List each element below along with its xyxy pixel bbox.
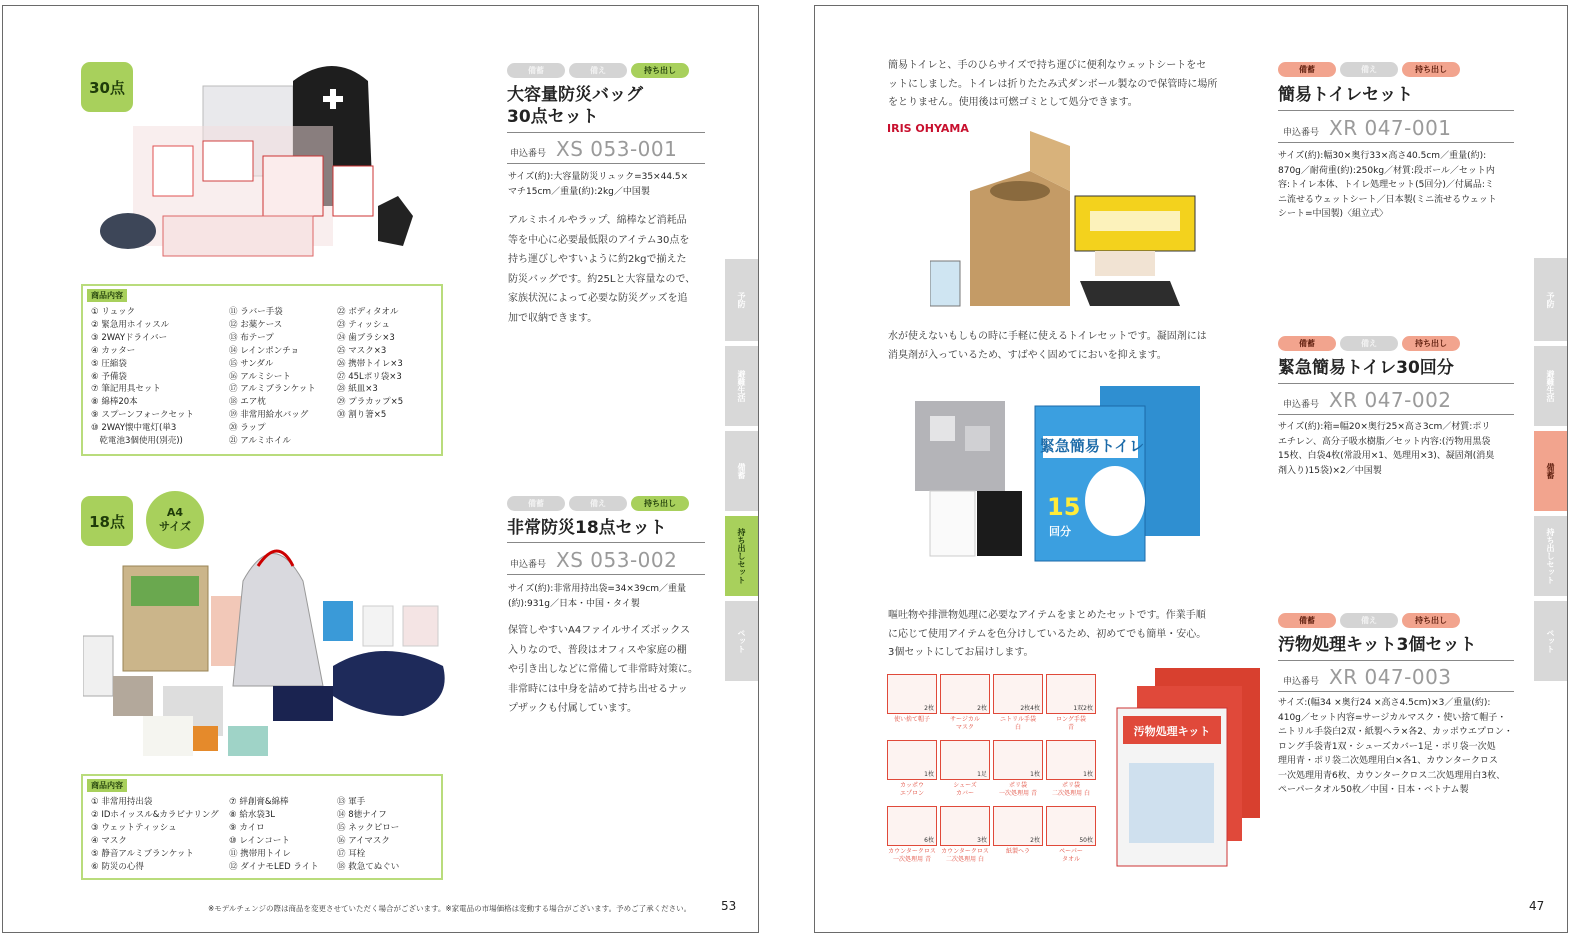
product-spec: サイズ(約):大容量防災リュック=35×44.5× マチ15cm／重量(約):2kg／中国製	[508, 172, 689, 197]
tag-carry: 持ち出し	[631, 496, 689, 511]
order-code-row: 申込番号 XR 047-001	[1283, 116, 1452, 140]
kit-item	[887, 806, 937, 869]
side-tab-stock[interactable]: 備蓄	[725, 431, 758, 511]
kit-item-label: ロング手袋 青	[1056, 716, 1086, 731]
product-spec: サイズ:(幅34 ×奥行24 ×高さ4.5cm)×3／重量(約): 410g／セット内容=サージカルマスク・使い捨て帽子・ ニトリル手袋白2双・紙製ヘラ×各2、カッポウエプロン・ ロング手袋青1双・シューズカバー1足・ポリ袋一次処 理用青・ポリ袋二次処理用白×各1、カウンタークロス 一次処理用青6枚、カウンタークロス二次処理用白3枚、 ペーパータオル50枚／中国・日本・ベトナム製	[1278, 698, 1513, 795]
order-code: XS 053-002	[556, 548, 678, 572]
code-rule	[507, 574, 705, 575]
order-code-row: 申込番号 XR 047-003	[1283, 665, 1452, 689]
kit-item-label: サージカル マスク	[950, 716, 980, 731]
contents-box: 商品内容 ① 非常用持出袋 ② IDホイッスル&カラビナリング ③ ウェットティッシュ ④ マスク ⑤ 静音アルミブランケット ⑥ 防災の心得 ⑦ 絆創膏&綿棒 ⑧ 給水袋3L ⑨ カイロ ⑩ レインコート ⑪ 携帯用トイレ ⑫ ダイナモLED ライト ⑬ 軍手 ⑭ 8徳ナイフ ⑮ ネックピロー ⑯ アイマスク ⑰ 耳栓 ⑱ 救急てぬぐい	[81, 774, 443, 880]
kit-item	[887, 674, 937, 737]
tag-stock: 備蓄	[507, 63, 565, 78]
order-code-row: 申込番号 XS 053-002	[510, 548, 678, 572]
kit-item	[993, 674, 1043, 737]
kit-item-count: 2枚	[977, 705, 987, 712]
kit-item-count: 1枚	[1083, 771, 1093, 778]
product-description: アルミホイルやラップ、綿棒など消耗品 等を中心に必要最低限のアイテム30点を 持ち運びしやすいように約2kgで揃えた 防災バッグです。約25Lと大容量なので、 家族状況によって必要な防災グッズを追 加で収納できます。	[508, 215, 696, 324]
tag-carry: 持ち出し	[1402, 336, 1460, 351]
product-spec: サイズ(約):幅30×奥行33×高さ40.5cm／重量(約): 870g／耐荷重(約):250kg／材質:段ボール／セット内 容:トイレ本体、トイレ処理セット(5回分)／付属品:ミ ニ流せるウェットシート／日本製(ミニ流せるウェット シート=中国製)〈組立式〉	[1278, 151, 1497, 219]
product-image-waste-kit	[1115, 668, 1265, 868]
brand-logo: IRIS OHYAMA	[887, 122, 969, 135]
tag-prepare: 備え	[1340, 613, 1398, 628]
product-spec: サイズ(約):箱=幅20×奥行25×高さ3cm／材質:ポリ エチレン、高分子吸水樹脂／セット内容:(汚物用黒袋 15枚、白袋4枚(常設用×1、処理用×3)、凝固剤(消臭 剤入り)15袋)×2／中国製	[1278, 422, 1495, 476]
kit-item-picture	[940, 806, 990, 846]
tag-prepare: 備え	[1340, 62, 1398, 77]
kit-item-label: ペーパー タオル	[1059, 848, 1083, 863]
kit-item-count: 2枚4枚	[1020, 705, 1040, 712]
contents-column: ⑦ 絆創膏&綿棒 ⑧ 給水袋3L ⑨ カイロ ⑩ レインコート ⑪ 携帯用トイレ ⑫ ダイナモLED ライト	[229, 797, 319, 872]
contents-column: ㉒ ボディタオル ㉓ ティッシュ ㉔ 歯ブラシ×3 ㉕ マスク×3 ㉖ 携帯トイレ×3 ㉗ 45Lポリ袋×3 ㉘ 紙皿×3 ㉙ プラカップ×5 ㉚ 割り箸×5	[337, 307, 404, 421]
category-tags	[1278, 336, 1460, 351]
kit-item-label: ニトリル手袋 白	[999, 716, 1036, 731]
order-code: XR 047-002	[1329, 388, 1452, 412]
product-image-simple-toilet	[930, 131, 1220, 316]
catalog-page-left	[2, 5, 759, 933]
kit-package-title: 汚物処理キット	[1133, 725, 1211, 738]
product-intro: 簡易トイレと、手のひらサイズで持ち運びに便利なウェットシートをセ ットにしました。トイレは折りたたみ式ダンボール製なので保管時に場所 をとりません。使用後は可燃ゴミとして処分できます。	[888, 60, 1218, 108]
kit-item-picture	[887, 806, 937, 846]
category-tags	[1278, 613, 1460, 628]
category-tags	[507, 63, 689, 78]
category-tags	[1278, 62, 1460, 77]
page-number: 47	[1529, 899, 1545, 913]
product-image-emergency-toilet	[915, 381, 1215, 566]
tag-stock: 備蓄	[1278, 613, 1336, 628]
contents-column: ① 非常用持出袋 ② IDホイッスル&カラビナリング ③ ウェットティッシュ ④ マスク ⑤ 静音アルミブランケット ⑥ 防災の心得	[91, 797, 219, 872]
kit-item-label: カッポウ エプロン	[899, 782, 924, 797]
code-rule	[1278, 142, 1514, 143]
order-code: XS 053-001	[556, 137, 678, 161]
tag-stock: 備蓄	[1278, 336, 1336, 351]
title-rule	[507, 542, 705, 543]
kit-items-grid	[887, 674, 1099, 872]
product-title: 非常防災18点セット	[507, 518, 667, 538]
tag-stock: 備蓄	[1278, 62, 1336, 77]
order-code: XR 047-003	[1329, 665, 1452, 689]
kit-item-picture	[887, 740, 937, 780]
product-image-18pc-set	[83, 536, 463, 766]
product-image-30pc-bag	[93, 56, 433, 276]
side-tab-prevention[interactable]: 予防	[1534, 258, 1567, 341]
kit-item-picture	[940, 674, 990, 714]
kit-item-picture	[993, 740, 1043, 780]
contents-column: ⑬ 軍手 ⑭ 8徳ナイフ ⑮ ネックピロー ⑯ アイマスク ⑰ 耳栓 ⑱ 救急てぬぐい	[337, 797, 400, 872]
product-intro: 水が使えないもしもの時に手軽に使えるトイレセットです。凝固剤には 消臭剤が入っているため、すばやく固めてにおいを抑えます。	[888, 331, 1207, 361]
kit-item	[1046, 740, 1096, 803]
side-tab-prevention[interactable]: 予防	[725, 259, 758, 341]
tag-carry: 持ち出し	[1402, 613, 1460, 628]
pack-unit: 回分	[1049, 525, 1071, 538]
tag-prepare: 備え	[1340, 336, 1398, 351]
title-rule	[1278, 383, 1514, 384]
order-code: XR 047-001	[1329, 116, 1452, 140]
kit-item-count: 6枚	[924, 837, 934, 844]
side-tab-stock-active[interactable]: 備蓄	[1534, 431, 1567, 511]
product-title: 汚物処理キット3個セット	[1278, 635, 1477, 655]
kit-item-picture	[1046, 806, 1096, 846]
side-tab-evacuation[interactable]: 避難生活	[1534, 346, 1567, 426]
kit-item	[940, 806, 990, 869]
side-tab-carry-set[interactable]: 持ち出しセット	[1534, 516, 1567, 596]
pack-number: 15	[1047, 493, 1081, 521]
catalog-page-right	[814, 5, 1568, 933]
product-title: 緊急簡易トイレ30回分	[1278, 358, 1454, 378]
code-rule	[507, 163, 705, 164]
product-title: 大容量防災バッグ 30点セット	[507, 85, 643, 127]
product-intro: 嘔吐物や排泄物処理に必要なアイテムをまとめたセットです。作業手順 に応じて使用アイテムを色分けしているため、初めてでも簡単・安心。 3個セットにしてお届けします。	[888, 610, 1207, 658]
title-rule	[1278, 660, 1514, 661]
kit-item-label: カウンタークロス 二次処理用 白	[941, 848, 989, 863]
kit-item	[1046, 674, 1096, 737]
product-description: 保管しやすいA4ファイルサイズボックス 入りなので、普段はオフィスや家庭の棚 や引き出しなどに常備して非常時対策に。 非常時には中身を詰めて持ち出せるナッ プザックも付属しています。	[508, 625, 698, 714]
kit-item-label: ポリ袋 一次処理用 青	[999, 782, 1037, 797]
kit-item-label: 紙製ヘラ	[1005, 848, 1030, 855]
tag-carry: 持ち出し	[631, 63, 689, 78]
tag-prepare: 備え	[569, 496, 627, 511]
pack-label: 緊急簡易トイレ	[1039, 437, 1145, 455]
code-rule	[1278, 414, 1514, 415]
side-tab-evacuation[interactable]: 避難生活	[725, 346, 758, 426]
item-count-badge: 18点	[81, 496, 133, 546]
kit-item-count: 2枚	[1030, 837, 1040, 844]
kit-item-label: シューズ カバー	[953, 782, 977, 797]
title-rule	[507, 132, 705, 133]
contents-column: ⑪ ラバー手袋 ⑫ お薬ケース ⑬ 布テープ ⑭ レインポンチョ ⑮ サンダル ⑯ アルミシート ⑰ アルミブランケット ⑱ エア枕 ⑲ 非常用給水バッグ ⑳ ラップ ㉑ アルミホイル	[229, 307, 316, 447]
page-number: 53	[721, 899, 737, 913]
kit-item-count: 1枚	[924, 771, 934, 778]
kit-item-label: カウンタークロス 一次処理用 青	[888, 848, 936, 863]
contents-box: 商品内容 ① リュック ② 緊急用ホイッスル ③ 2WAYドライバー ④ カッター ⑤ 圧縮袋 ⑥ 予備袋 ⑦ 筆記用具セット ⑧ 綿棒20本 ⑨ スプーンフォークセット ⑩ 2WAY懐中電灯(単3 乾電池3個使用(別売)) ⑪ ラバー手袋 ⑫ お薬ケース ⑬ 布テープ ⑭ レインポンチョ ⑮ サンダル ⑯ アルミシート ⑰ アルミブランケット ⑱ エア枕 ⑲ 非常用給水バッグ ⑳ ラップ ㉑ アルミホイル ㉒ ボディタオル ㉓ ティッシュ ㉔ 歯ブラシ×3 ㉕ マスク×3 ㉖ 携帯トイレ×3 ㉗ 45Lポリ袋×3 ㉘ 紙皿×3 ㉙ プラカップ×5 ㉚ 割り箸×5	[81, 284, 443, 456]
kit-item-picture	[1046, 674, 1096, 714]
category-tags	[507, 496, 689, 511]
kit-item-label: 使い捨て帽子	[893, 716, 930, 723]
kit-item-picture	[940, 740, 990, 780]
kit-item-count: 1双2枚	[1073, 705, 1093, 712]
title-rule	[1278, 110, 1514, 111]
tag-carry: 持ち出し	[1402, 62, 1460, 77]
item-count-badge: 30点	[81, 62, 133, 112]
kit-item	[940, 674, 990, 737]
kit-item-picture	[887, 674, 937, 714]
kit-item-label: ポリ袋 二次処理用 白	[1052, 782, 1090, 797]
side-tab-carry-set-active[interactable]: 持ち出しセット	[725, 516, 758, 596]
code-rule	[1278, 691, 1514, 692]
product-title: 簡易トイレセット	[1278, 85, 1414, 105]
order-code-row: 申込番号 XS 053-001	[510, 137, 678, 161]
kit-item-picture	[993, 806, 1043, 846]
tag-stock: 備蓄	[507, 496, 565, 511]
kit-item	[993, 740, 1043, 803]
side-tab-pet[interactable]: ペット	[1534, 601, 1567, 681]
kit-item-count: 50枚	[1079, 837, 1093, 844]
kit-item	[887, 740, 937, 803]
a4-size-badge: A4 サイズ	[146, 491, 204, 549]
product-spec: サイズ(約):非常用持出袋=34×39cm／重量 (約):931g／日本・中国・タイ製	[508, 584, 687, 609]
kit-item-picture	[1046, 740, 1096, 780]
kit-item-count: 2枚	[924, 705, 934, 712]
kit-item	[1046, 806, 1096, 869]
kit-item-count: 1枚	[1030, 771, 1040, 778]
tag-prepare: 備え	[569, 63, 627, 78]
kit-item-count: 1足	[977, 771, 987, 778]
kit-item-count: 3枚	[977, 837, 987, 844]
kit-item-picture	[993, 674, 1043, 714]
kit-item	[940, 740, 990, 803]
side-tab-pet[interactable]: ペット	[725, 601, 758, 681]
order-code-row: 申込番号 XR 047-002	[1283, 388, 1452, 412]
contents-column: ① リュック ② 緊急用ホイッスル ③ 2WAYドライバー ④ カッター ⑤ 圧縮袋 ⑥ 予備袋 ⑦ 筆記用具セット ⑧ 綿棒20本 ⑨ スプーンフォークセット ⑩ 2WAY懐中電灯(単3 乾電池3個使用(別売))	[91, 307, 194, 447]
kit-item	[993, 806, 1043, 869]
footnote: ※モデルチェンジの際は商品を変更させていただく場合がございます。※家電品の市場価格は変動する場合がございます。予めご了承ください。	[208, 904, 692, 913]
